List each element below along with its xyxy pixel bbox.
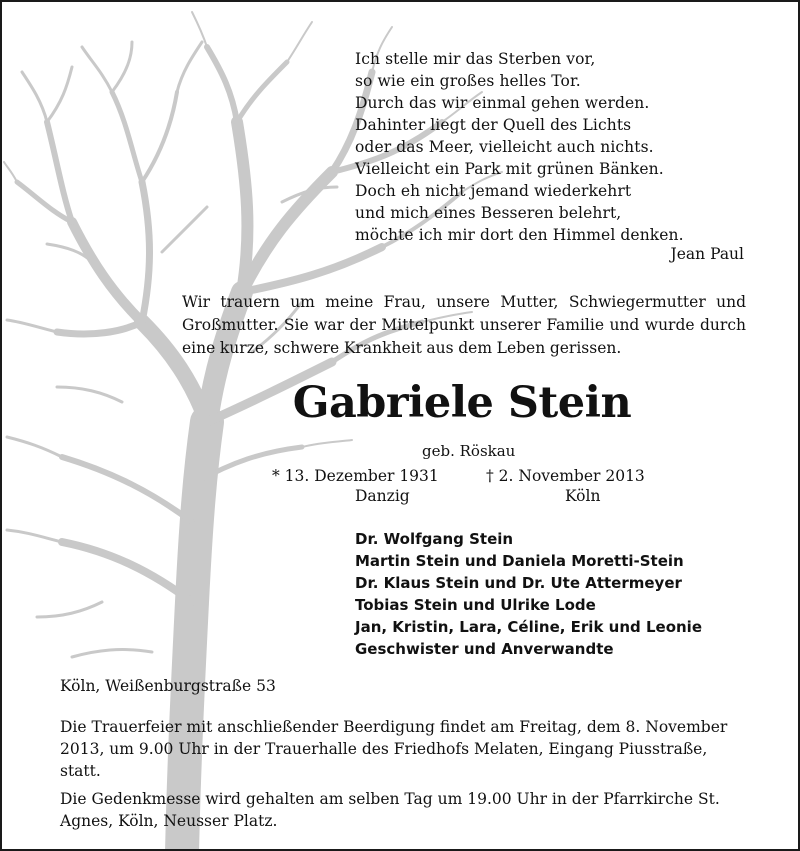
deceased-name: Gabriele Stein <box>292 378 632 428</box>
family-address: Köln, Weißenburgstraße 53 <box>60 677 276 695</box>
poem-line: oder das Meer, vielleicht auch nichts. <box>355 138 654 156</box>
memorial-mass-info: Die Gedenkmesse wird gehalten am selben Tag um 19.00 Uhr in der Pfarrkirche St. Agnes, Köln, Neusser Platz. <box>60 790 720 830</box>
poem-line: so wie ein großes helles Tor. <box>355 72 581 90</box>
mourner-entry: Jan, Kristin, Lara, Céline, Erik und Leonie <box>355 618 702 636</box>
service-details <box>60 716 750 838</box>
poem <box>355 48 684 246</box>
mourner-entry: Dr. Wolfgang Stein <box>355 530 514 548</box>
mourning-statement: Wir trauern um meine Frau, unsere Mutter, Schwiegermutter und Großmutter. Sie war der Mittelpunkt unserer Familie und wurde durch eine kurze, schwere Krankheit aus dem Leben gerissen. <box>182 293 746 357</box>
poem-author: Jean Paul <box>670 245 744 263</box>
poem-line: Doch eh nicht jemand wiederkehrt <box>355 182 632 200</box>
death-place: Köln <box>565 487 601 505</box>
poem-line: Dahinter liegt der Quell des Lichts <box>355 116 632 134</box>
mourners-list <box>355 528 702 660</box>
death-date: † 2. November 2013 <box>486 467 645 485</box>
poem-line: Ich stelle mir das Sterben vor, <box>355 50 596 68</box>
funeral-info: Die Trauerfeier mit anschließender Beerdigung findet am Freitag, dem 8. November 2013, um 9.00 Uhr in der Trauerhalle des Friedhofs Melaten, Eingang Piusstraße, statt. <box>60 718 728 780</box>
birth-place: Danzig <box>355 487 410 505</box>
mourner-entry: Dr. Klaus Stein und Dr. Ute Attermeyer <box>355 574 682 592</box>
poem-line: Vielleicht ein Park mit grünen Bänken. <box>355 160 664 178</box>
birth-date: * 13. Dezember 1931 <box>272 467 439 485</box>
maiden-name: geb. Röskau <box>422 442 516 460</box>
mourner-entry: Tobias Stein und Ulrike Lode <box>355 596 596 614</box>
poem-line: möchte ich mir dort den Himmel denken. <box>355 226 684 244</box>
poem-line: und mich eines Besseren belehrt, <box>355 204 622 222</box>
mourner-entry: Martin Stein und Daniela Moretti-Stein <box>355 552 684 570</box>
poem-line: Durch das wir einmal gehen werden. <box>355 94 650 112</box>
mourner-entry: Geschwister und Anverwandte <box>355 640 614 658</box>
